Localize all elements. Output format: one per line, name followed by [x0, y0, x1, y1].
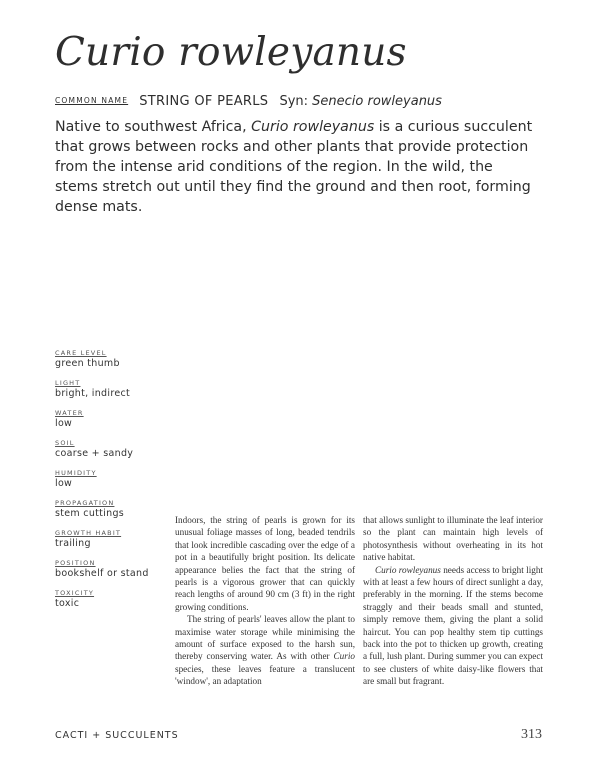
body-paragraph [175, 613, 355, 687]
synonym-name: Senecio rowleyanus [312, 94, 442, 109]
common-name: STRING OF PEARLS [139, 94, 269, 109]
care-item-humidity [55, 468, 165, 490]
care-item-toxicity [55, 588, 165, 610]
body-text: The string of pearls' leaves allow the plant to maximise water storage while minimising the amount of surface exposed to the harsh sun, thereby conserving water. As with other [175, 614, 355, 662]
body-text: species, these leaves feature a translucent 'window', an adaptation [175, 663, 355, 687]
care-value: stem cuttings [55, 508, 125, 519]
body-text: needs access to bright light with at least a few hours of direct sunlight a day, preferably in the morning. If the stems become straggly and their beads small and stunted, simply remove them, giving the plant a solid haircut. You can pop healthy stem tip cuttings back into the pot to thicken up growth, creating a full, lush plant. During summer you can expect to see clusters of white daisy-like flowers that are small but fragrant. [363, 564, 543, 687]
intro-italic-name: Curio rowleyanus [251, 119, 375, 135]
care-label: SOIL [55, 439, 75, 447]
body-italic-text: Curio rowleyanus [375, 564, 441, 575]
care-label: PROPAGATION [55, 499, 115, 507]
intro-paragraph [55, 117, 535, 217]
care-value: coarse + sandy [55, 448, 134, 459]
care-item-care-level [55, 348, 165, 370]
common-name-row [55, 90, 442, 109]
care-value: green thumb [55, 358, 120, 369]
care-label: WATER [55, 409, 84, 417]
care-value: low [55, 418, 73, 429]
care-label: LIGHT [55, 379, 81, 387]
body-italic-text: Curio [333, 651, 355, 662]
intro-text-2: is a curious succulent that grows between rocks and other plants that provide protection from the intense arid conditions of the region. In the wild, the stems stretch out until they find the ground and then root, forming dense mats. [55, 119, 533, 215]
care-item-light [55, 378, 165, 400]
care-item-position [55, 558, 165, 580]
care-item-growth-habit [55, 528, 165, 550]
page-title: Curio rowleyanus [55, 30, 407, 75]
care-label: GROWTH HABIT [55, 529, 122, 537]
care-label: TOXICITY [55, 589, 95, 597]
care-label: POSITION [55, 559, 96, 567]
body-column-2 [363, 514, 543, 688]
common-name-label: COMMON NAME [55, 96, 129, 105]
care-value: low [55, 478, 73, 489]
care-item-soil [55, 438, 165, 460]
synonym-prefix: Syn: [279, 94, 309, 109]
care-label: CARE LEVEL [55, 349, 107, 357]
page-number: 313 [521, 727, 542, 742]
body-paragraph: Indoors, the string of pearls is grown for its unusual foliage masses of long, beaded tendrils that look incredible cascading over the edge of a pot in a beautifully bright position. Its delicate appearance belies the fact that the string of pearls is a vigorous grower that can quickly reach lengths of around 90 cm (3 ft) in the right growing conditions. [175, 515, 355, 612]
synonym [279, 94, 442, 109]
care-value: toxic [55, 598, 80, 609]
care-label: HUMIDITY [55, 469, 97, 477]
care-item-propagation [55, 498, 165, 520]
footer-section-name: CACTI + SUCCULENTS [55, 730, 179, 741]
care-info-list [55, 348, 165, 618]
intro-text-1: Native to southwest Africa, [55, 119, 252, 135]
body-column-1 [175, 514, 355, 688]
care-item-water [55, 408, 165, 430]
care-value: trailing [55, 538, 91, 549]
care-value: bookshelf or stand [55, 568, 149, 579]
body-paragraph: that allows sunlight to illuminate the leaf interior so the plant can maintain high levels of photosynthesis without overheating in its hot native habitat. [363, 515, 543, 563]
body-paragraph [363, 564, 543, 688]
care-value: bright, indirect [55, 388, 131, 399]
